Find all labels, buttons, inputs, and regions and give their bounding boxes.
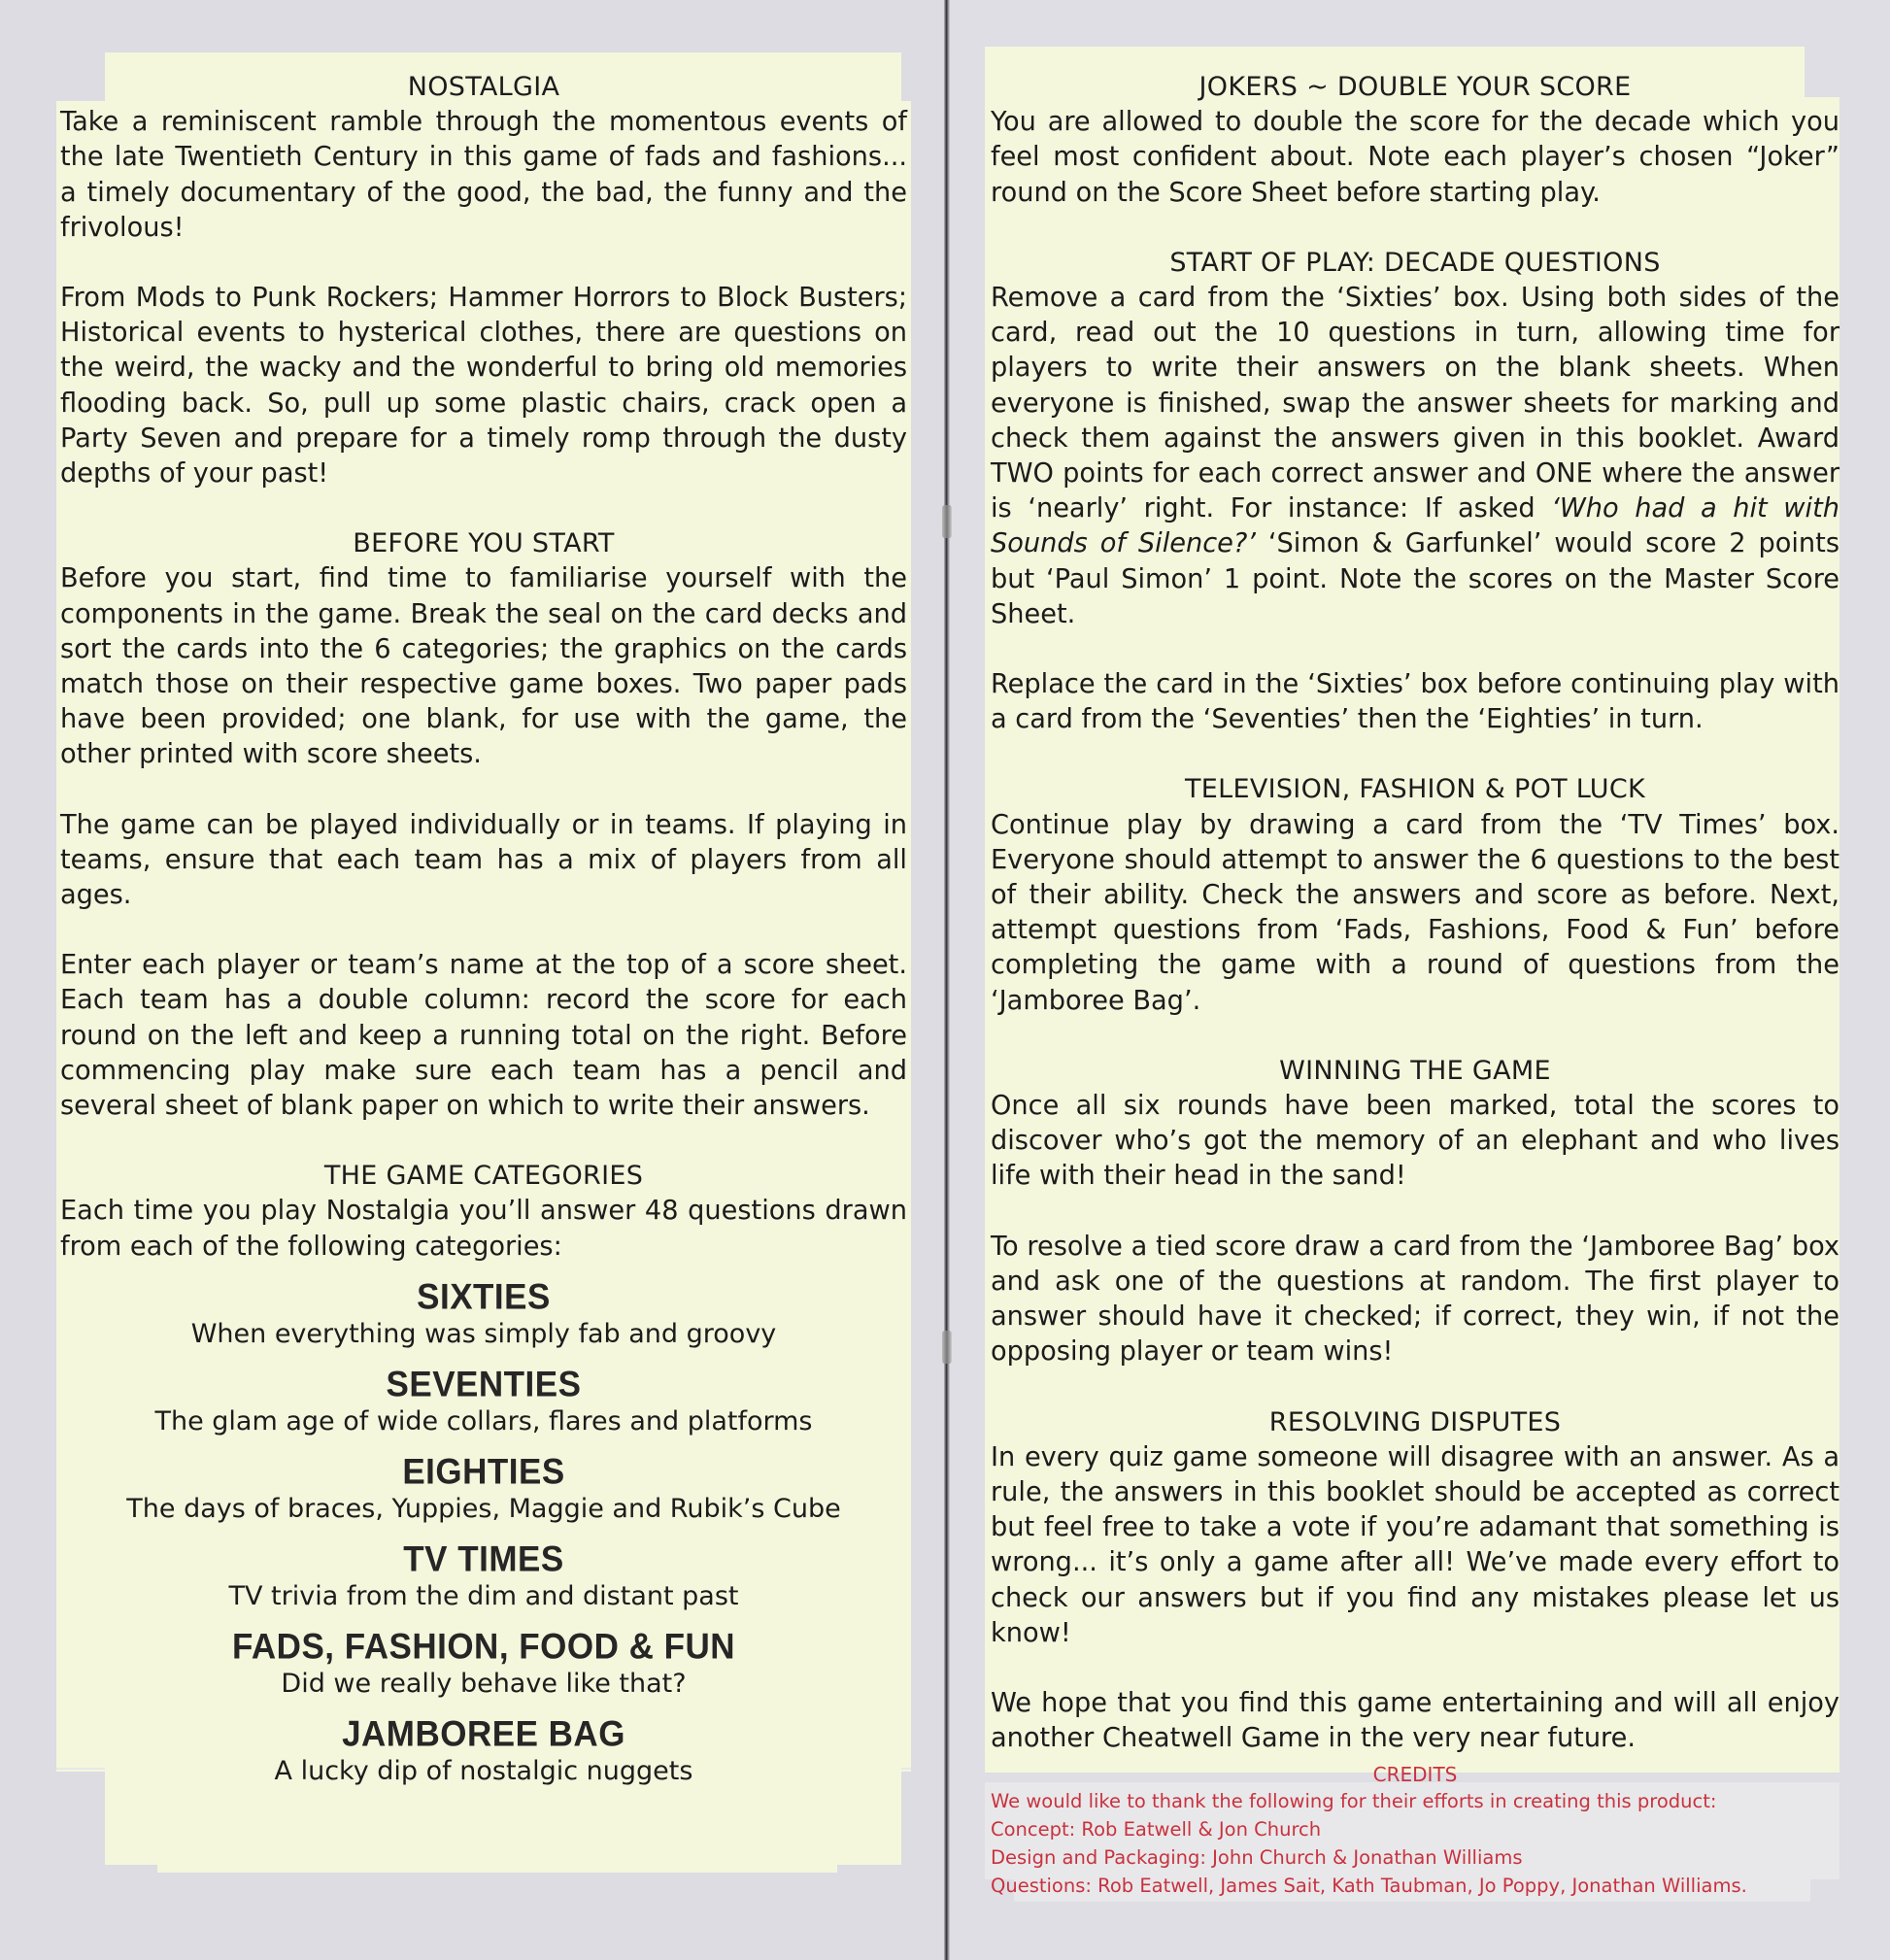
heading-game-categories: THE GAME CATEGORIES: [323, 1161, 644, 1192]
disputes-paragraph: In every quiz game someone will disagree with an answer. As a rule, the answers in this booklet should be accepted as correct but feel free to take a vote if you’re adamant that something is wrong... it’s only a game after all! We’ve made every effort to check our answers but if you find any mistakes please let us know!: [991, 1441, 1839, 1648]
category-title-seventies: SEVENTIES: [386, 1364, 582, 1404]
credits-intro: We would like to thank the following for their efforts in creating this product:: [991, 1790, 1717, 1813]
categories-intro: Each time you play Nostalgia you’ll answer 48 questions drawn from each of the following categories:: [60, 1196, 907, 1262]
category-title-jamboree: JAMBOREE BAG: [342, 1713, 625, 1754]
category-title-fads: FADS, FASHION, FOOD & FUN: [231, 1626, 736, 1667]
start-of-play-paragraph-2: Replace the card in the ‘Sixties’ box before continuing play with a card from the ‘Seventies’ then the ‘Eighties’ in turn.: [991, 669, 1839, 735]
heading-tv-fashion: TELEVISION, FASHION & POT LUCK: [1184, 774, 1646, 805]
left-panel-footer: [157, 1845, 837, 1873]
right-column: [991, 70, 1839, 1900]
heading-start-of-play: START OF PLAY: DECADE QUESTIONS: [1169, 247, 1661, 278]
heading-nostalgia: NOSTALGIA: [407, 72, 560, 102]
before-paragraph-3: Enter each player or team’s name at the top of a score sheet. Each team has a double column: record the score for each round on the left and keep a running total on the right. Before commencing play make sure each team has a pencil and several sheet of blank paper on which to write their answers.: [60, 950, 907, 1122]
before-paragraph-2: The game can be played individually or in teams. If playing in teams, ensure that each team has a mix of players from all ages.: [60, 809, 907, 911]
category-title-tv-times: TV TIMES: [403, 1538, 564, 1579]
category-desc-seventies: The glam age of wide collars, flares and platforms: [154, 1405, 813, 1436]
heading-jokers: JOKERS ~ DOUBLE YOUR SCORE: [1198, 72, 1632, 102]
intro-paragraph-1: Take a reminiscent ramble through the momentous events of the late Twentieth Century in this game of fads and fashions... a timely documentary of the good, the bad, the funny and the frivolous!: [60, 107, 907, 243]
tie-break-paragraph: To resolve a tied score draw a card from the ‘Jamboree Bag’ box and ask one of the questions at random. The first player to answer should have it checked; if correct, they win, if not the opposing player or team wins!: [991, 1231, 1839, 1368]
start-text-before: Remove a card from the ‘Sixties’ box. Using both sides of the card, read out the 10 questions in turn, allowing time for players to write their answers on the blank sheets. When everyone is finished, swap the answer sheets for marking and check them against the answers given in this booklet. Award TWO points for each correct answer and ONE where the answer is ‘nearly’ right. For instance: If asked: [991, 283, 1839, 524]
left-column: [60, 70, 907, 1789]
intro-paragraph-2: From Mods to Punk Rockers; Hammer Horrors to Block Busters; Historical events to hysterical clothes, there are questions on the weird, the wacky and the wonderful to bring old memories flooding back. So, pull up some plastic chairs, crack open a Party Seven and prepare for a timely romp through the dusty depths of your past!: [60, 283, 907, 490]
credits-heading: CREDITS: [1372, 1763, 1458, 1787]
category-list: [60, 1278, 907, 1789]
winning-paragraph: Once all six rounds have been marked, total the scores to discover who’s got the memory of an elephant and who lives life with their head in the sand!: [991, 1091, 1839, 1192]
category-desc-sixties: When everything was simply fab and groovy: [190, 1318, 777, 1349]
heading-before-you-start: BEFORE YOU START: [353, 528, 615, 559]
start-text-after: ‘Simon & Garfunkel’ would score 2 points but ‘Paul Simon’ 1 point. Note the scores on the Master Score Sheet.: [991, 528, 1839, 629]
category-desc-fads: Did we really behave like that?: [281, 1668, 687, 1699]
example-question: ‘Who had a hit with Sounds of Silence?’: [991, 493, 1839, 559]
credits-questions: Questions: Rob Eatwell, James Sait, Kath Taubman, Jo Poppy, Jonathan Williams.: [991, 1875, 1747, 1898]
category-desc-tv-times: TV trivia from the dim and distant past: [228, 1580, 739, 1611]
before-paragraph-1: Before you start, find time to familiarise yourself with the components in the game. Break the seal on the card decks and sort the cards into the 6 categories; the graphics on the cards match those on their respective game boxes. Two paper pads have been provided; one blank, for use with the game, the other printed with score sheets.: [60, 563, 907, 770]
staple-top: [942, 505, 952, 538]
credits-concept: Concept: Rob Eatwell & Jon Church: [991, 1818, 1322, 1842]
category-title-eighties: EIGHTIES: [402, 1451, 565, 1492]
start-of-play-paragraph: [991, 281, 1839, 632]
heading-disputes: RESOLVING DISPUTES: [1268, 1406, 1562, 1437]
category-title-sixties: SIXTIES: [417, 1276, 551, 1317]
category-desc-jamboree: A lucky dip of nostalgic nuggets: [274, 1755, 693, 1786]
booklet-spine: [944, 0, 950, 1960]
staple-bottom: [942, 1331, 952, 1364]
credits-block: [991, 1762, 1839, 1900]
category-desc-eighties: The days of braces, Yuppies, Maggie and Rubik’s Cube: [126, 1493, 841, 1524]
tv-fashion-paragraph: Continue play by drawing a card from the ‘TV Times’ box. Everyone should attempt to answer the 6 questions to the best of their ability. Check the answers and score as before. Next, attempt questions from ‘Fads, Fashions, Food & Fun’ before completing the game with a round of questions from the ‘Jamboree Bag’.: [991, 809, 1839, 1016]
closing-paragraph: We hope that you find this game entertaining and will all enjoy another Cheatwell Game in the very near future.: [991, 1687, 1839, 1754]
jokers-paragraph: You are allowed to double the score for the decade which you feel most confident about. Note each player’s chosen “Joker” round on the Score Sheet before starting play.: [991, 107, 1839, 208]
heading-winning: WINNING THE GAME: [1279, 1055, 1551, 1086]
credits-design: Design and Packaging: John Church & Jonathan Williams: [991, 1846, 1523, 1870]
